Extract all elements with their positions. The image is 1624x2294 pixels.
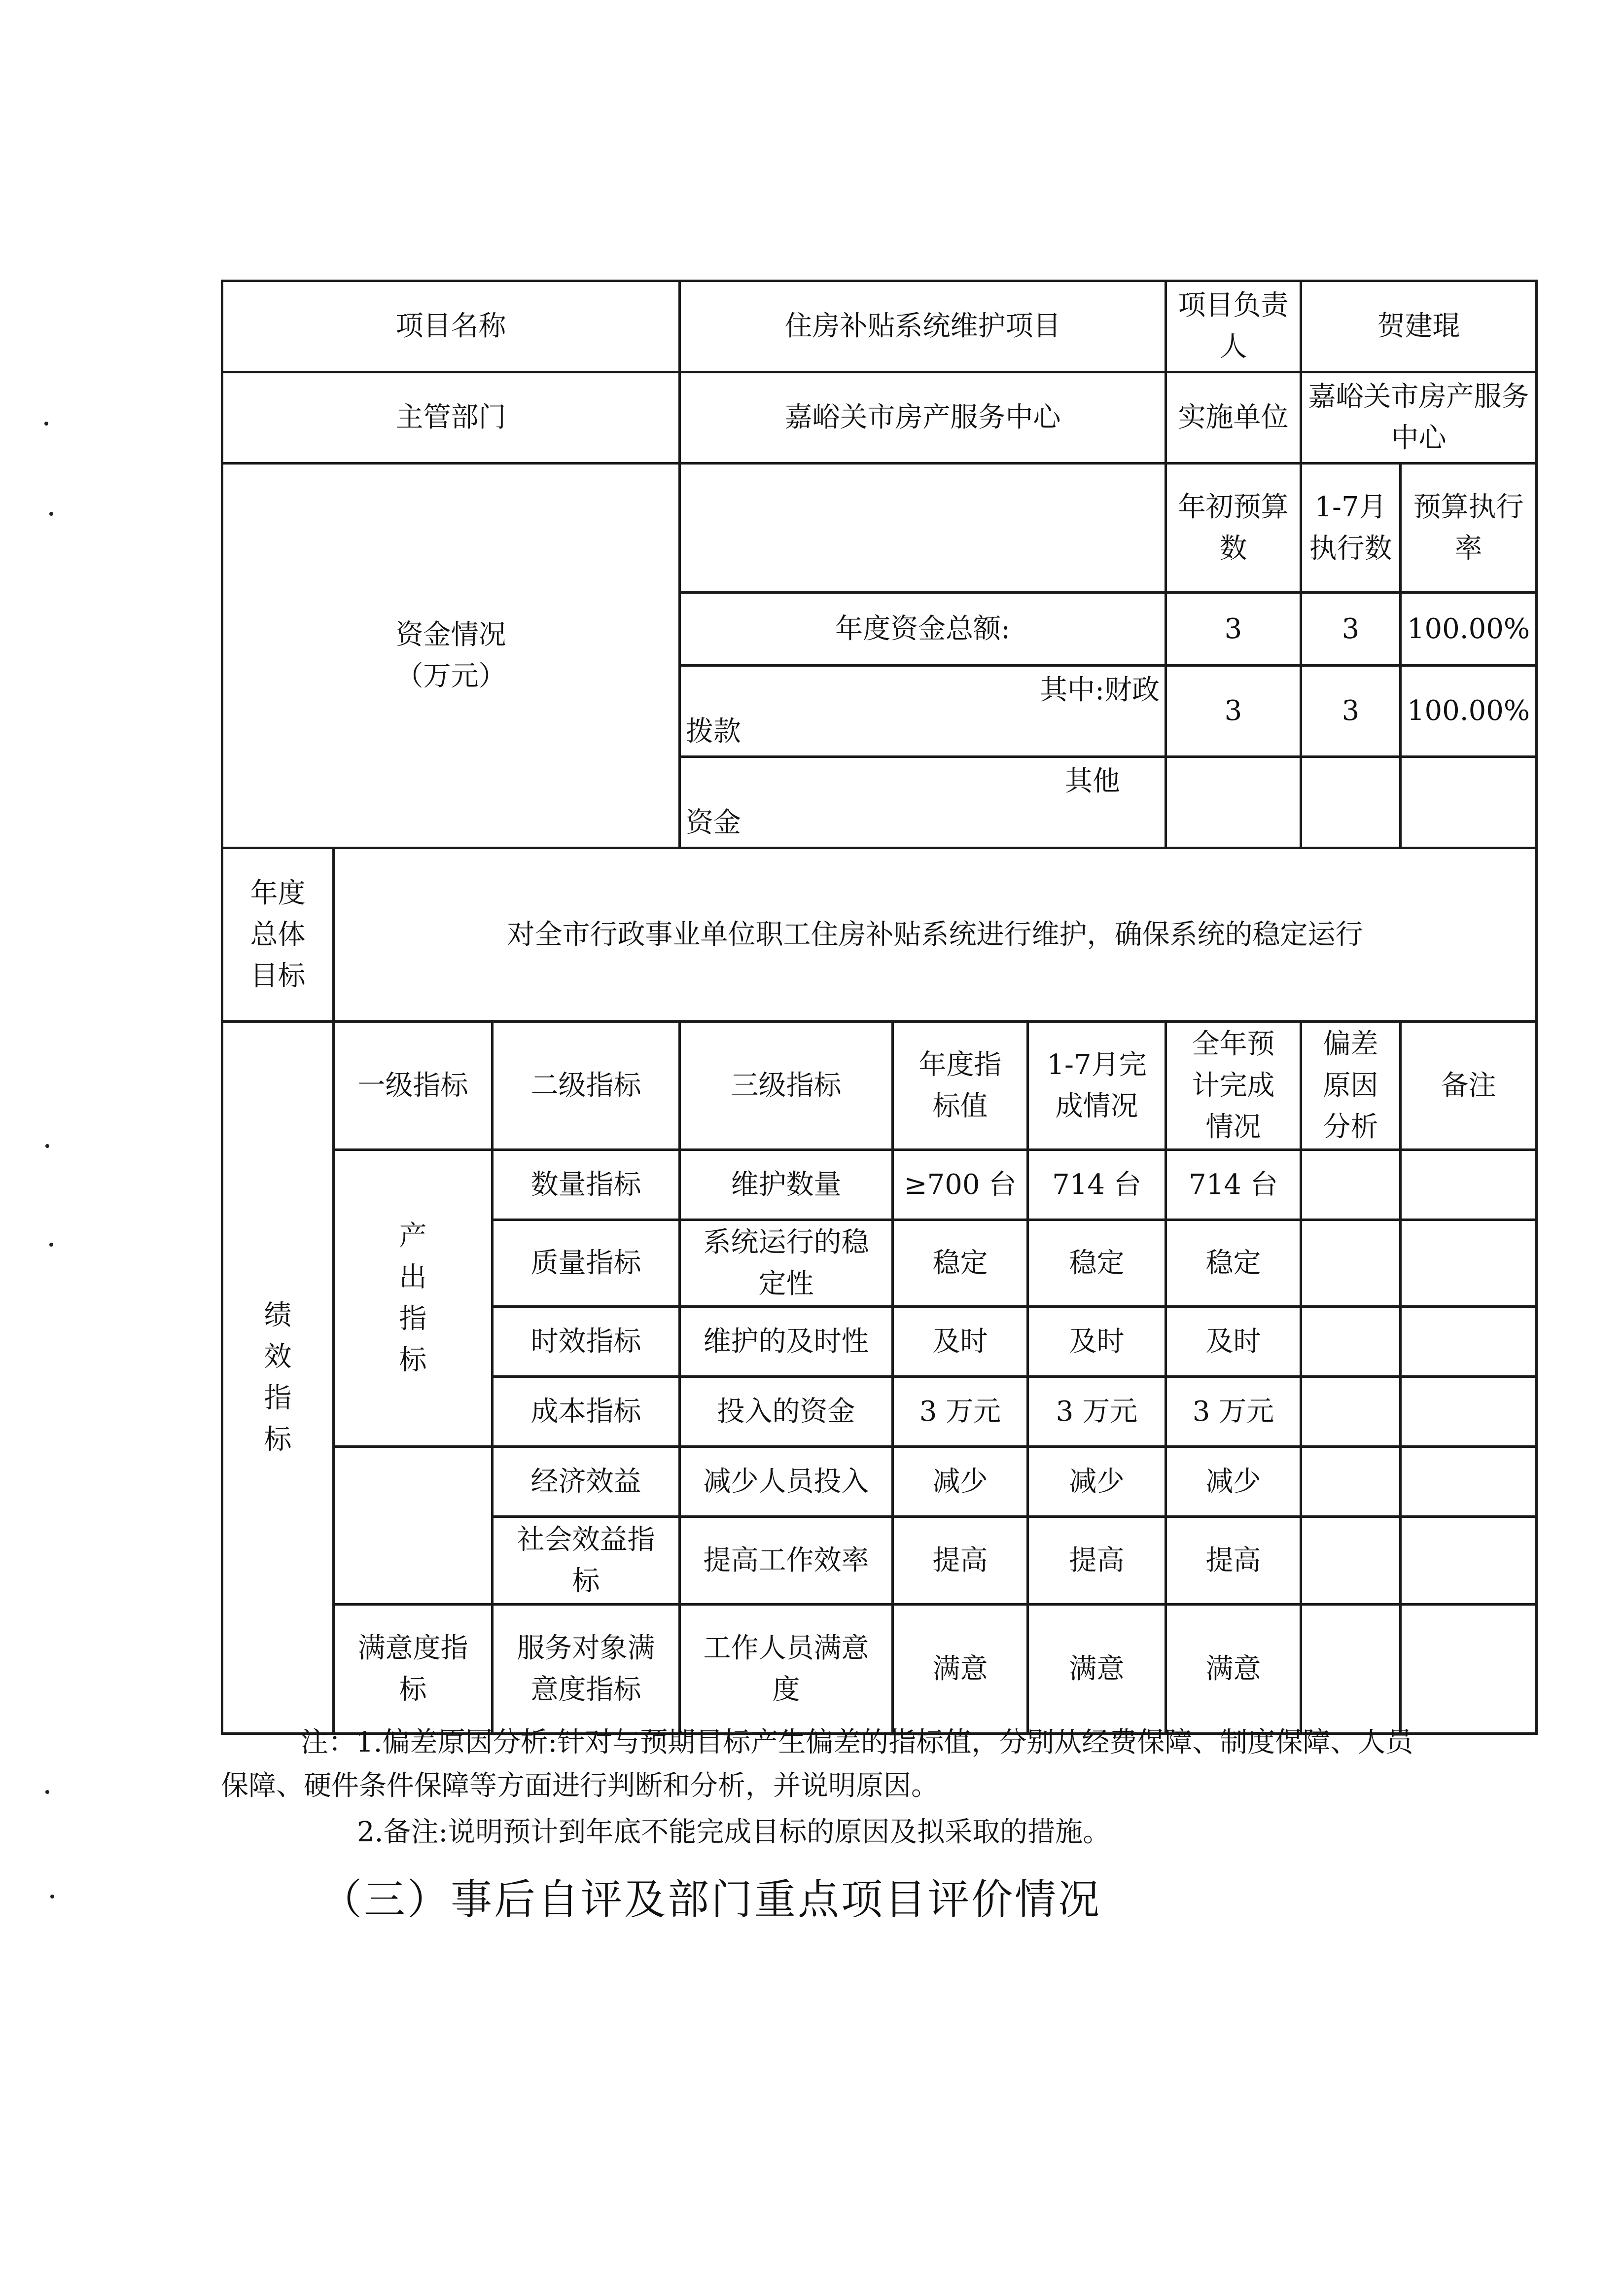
fiscal-label-a: 其中:财政 <box>1040 674 1160 706</box>
table-row-l3: 维护的及时性 <box>680 1307 893 1377</box>
note-line-1: 注：1.偏差原因分析:针对与预期目标产生偏差的指标值，分别从经费保障、制度保障、人员 <box>301 1726 1413 1758</box>
table-row-done: 减少 <box>1028 1447 1166 1517</box>
other-rate <box>1401 757 1537 848</box>
scan-speck <box>50 1895 54 1899</box>
note-line-3: 2.备注:说明预计到年底不能完成目标的原因及拟采取的措施。 <box>357 1816 1111 1848</box>
table-row-l3: 提高工作效率 <box>680 1517 893 1605</box>
table-row-l3: 投入的资金 <box>680 1377 893 1447</box>
table-row-remark <box>1401 1447 1537 1517</box>
col-exec-header: 1-7月执行数 <box>1301 464 1401 593</box>
table-row-target: ≥700 台 <box>893 1150 1028 1220</box>
table-row-deviation <box>1301 1220 1401 1307</box>
goal-label: 年度总体目标 <box>222 848 334 1022</box>
satisfaction-indicator-label: 满意度指标 <box>334 1605 493 1734</box>
table-row-done: 及时 <box>1028 1307 1166 1377</box>
table-row-forecast: 减少 <box>1166 1447 1301 1517</box>
table-row-target: 满意 <box>893 1605 1028 1734</box>
fiscal-rate: 100.00% <box>1401 666 1537 757</box>
table-row-deviation <box>1301 1307 1401 1377</box>
perf-header-l1: 一级指标 <box>334 1022 493 1150</box>
table-row-l2: 社会效益指标 <box>493 1517 680 1605</box>
table-row-remark <box>1401 1220 1537 1307</box>
table-row-done: 提高 <box>1028 1517 1166 1605</box>
table-row-l2: 质量指标 <box>493 1220 680 1307</box>
scan-speck <box>45 1144 49 1148</box>
output-indicator-label: 产出指标 <box>334 1150 493 1447</box>
project-name-label: 项目名称 <box>222 281 680 372</box>
note-line-2: 保障、硬件条件保障等方面进行判断和分析，并说明原因。 <box>221 1770 939 1802</box>
table-row-target: 减少 <box>893 1447 1028 1517</box>
table-row-target: 3 万元 <box>893 1377 1028 1447</box>
other-label-b: 资金 <box>686 807 741 839</box>
funds-label <box>222 464 680 848</box>
table-row-l3: 系统运行的稳定性 <box>680 1220 893 1307</box>
fiscal-label-b: 拨款 <box>686 716 741 748</box>
goal-text: 对全市行政事业单位职工住房补贴系统进行维护，确保系统的稳定运行 <box>334 848 1537 1022</box>
table-row-remark <box>1401 1377 1537 1447</box>
table-row-deviation <box>1301 1377 1401 1447</box>
total-budget: 3 <box>1166 593 1301 666</box>
other-exec <box>1301 757 1401 848</box>
owner-label: 项目负责人 <box>1166 281 1301 372</box>
dept-label: 主管部门 <box>222 372 680 464</box>
perf-header-done: 1-7月完成情况 <box>1028 1022 1166 1150</box>
table-row-target: 稳定 <box>893 1220 1028 1307</box>
table-row-l2: 经济效益 <box>493 1447 680 1517</box>
owner-value: 贺建琨 <box>1301 281 1537 372</box>
perf-label: 绩效指标 <box>222 1022 334 1734</box>
col-rate-header: 预算执行率 <box>1401 464 1537 593</box>
scan-speck <box>45 1790 49 1794</box>
table-row-done: 满意 <box>1028 1605 1166 1734</box>
table-row-deviation <box>1301 1150 1401 1220</box>
table-row-target: 提高 <box>893 1517 1028 1605</box>
funds-label-line1: 资金情况 <box>395 618 506 651</box>
dept-value: 嘉峪关市房产服务中心 <box>680 372 1166 464</box>
table-row-l3: 减少人员投入 <box>680 1447 893 1517</box>
table-row-done: 714 台 <box>1028 1150 1166 1220</box>
other-funds-label <box>680 757 1166 848</box>
table-row-l3: 维护数量 <box>680 1150 893 1220</box>
total-exec: 3 <box>1301 593 1401 666</box>
funds-header-blank <box>680 464 1166 593</box>
fiscal-budget: 3 <box>1166 666 1301 757</box>
table-row-l2: 时效指标 <box>493 1307 680 1377</box>
performance-table <box>221 280 1538 1735</box>
perf-header-forecast: 全年预计完成情况 <box>1166 1022 1301 1150</box>
table-row-deviation <box>1301 1447 1401 1517</box>
table-row-l3: 工作人员满意度 <box>680 1605 893 1734</box>
other-budget <box>1166 757 1301 848</box>
project-name-value: 住房补贴系统维护项目 <box>680 281 1166 372</box>
table-row-deviation <box>1301 1517 1401 1605</box>
col-budget-header: 年初预算数 <box>1166 464 1301 593</box>
table-row-target: 及时 <box>893 1307 1028 1377</box>
perf-header-target: 年度指标值 <box>893 1022 1028 1150</box>
funds-label-line2: （万元） <box>395 660 506 692</box>
table-row-forecast: 714 台 <box>1166 1150 1301 1220</box>
total-funds-label: 年度资金总额: <box>680 593 1166 666</box>
impl-label: 实施单位 <box>1166 372 1301 464</box>
fiscal-exec: 3 <box>1301 666 1401 757</box>
scan-speck <box>49 512 53 516</box>
table-row-forecast: 满意 <box>1166 1605 1301 1734</box>
scan-speck <box>44 422 48 426</box>
perf-header-l2: 二级指标 <box>493 1022 680 1150</box>
scan-speck <box>49 1243 53 1247</box>
table-row-remark <box>1401 1150 1537 1220</box>
perf-header-deviation: 偏差原因分析 <box>1301 1022 1401 1150</box>
fiscal-funds-label <box>680 666 1166 757</box>
table-row-done: 稳定 <box>1028 1220 1166 1307</box>
perf-header-l3: 三级指标 <box>680 1022 893 1150</box>
table-row-remark <box>1401 1605 1537 1734</box>
other-label-a: 其他 <box>1065 765 1120 797</box>
total-rate: 100.00% <box>1401 593 1537 666</box>
table-row-forecast: 及时 <box>1166 1307 1301 1377</box>
table-row-forecast: 提高 <box>1166 1517 1301 1605</box>
table-row-remark <box>1401 1307 1537 1377</box>
table-row-remark <box>1401 1517 1537 1605</box>
perf-header-remark: 备注 <box>1401 1022 1537 1150</box>
table-row-l2: 服务对象满意度指标 <box>493 1605 680 1734</box>
table-row-l2: 成本指标 <box>493 1377 680 1447</box>
table-row-forecast: 稳定 <box>1166 1220 1301 1307</box>
table-row-l2: 数量指标 <box>493 1150 680 1220</box>
table-row-forecast: 3 万元 <box>1166 1377 1301 1447</box>
effect-indicator-blank <box>334 1447 493 1605</box>
table-row-done: 3 万元 <box>1028 1377 1166 1447</box>
table-row-deviation <box>1301 1605 1401 1734</box>
impl-value: 嘉峪关市房产服务中心 <box>1301 372 1537 464</box>
section-heading: （三）事后自评及部门重点项目评价情况 <box>320 1875 1102 1924</box>
